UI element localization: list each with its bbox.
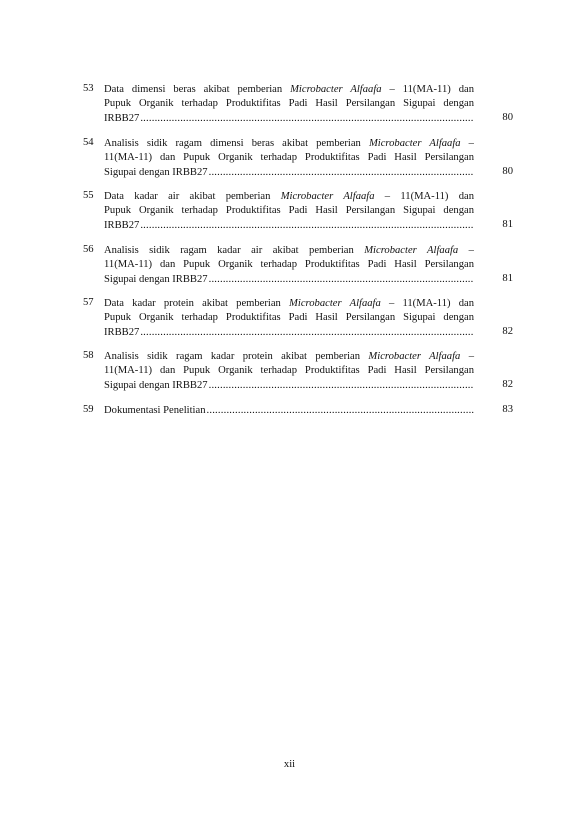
toc-entry-line: [104, 258, 474, 272]
toc-entry-page-number: 81: [502, 272, 513, 284]
toc-entry-title: [104, 244, 474, 287]
toc-entry-line-text: Dokumentasi Penelitian: [104, 405, 206, 416]
toc-entry-page-number: 80: [502, 165, 513, 177]
toc-entry-title: [104, 297, 474, 340]
toc-entry-line-text: Analisis sidik ragam dimensi beras akibat pemberian Microbacter Alfaafa –: [104, 138, 474, 149]
toc-entry-line-text: 11(MA-11) dan Pupuk Organik terhadap Produktifitas Padi Hasil Persilangan: [104, 259, 474, 271]
toc-entry-line-text: IRBB27: [104, 219, 140, 231]
toc-entry-title: [104, 404, 474, 418]
toc-entry-last-line: [104, 404, 474, 418]
species-name: Microbacter Alfaafa: [289, 298, 381, 309]
toc-entry-line: [104, 311, 474, 325]
toc-entry-line: [104, 151, 474, 165]
species-name: Microbacter Alfaafa: [280, 191, 375, 202]
toc-entry-page-number: 82: [502, 325, 513, 337]
toc-entry-line-text: Data kadar air akibat pemberian Microbacter Alfaafa – 11(MA-11) dan: [104, 191, 475, 202]
toc-entry-line: [104, 97, 474, 111]
toc-entry-line: [104, 83, 474, 97]
toc-entry-last-line: [104, 379, 474, 393]
dot-leader: [209, 379, 474, 393]
toc-entry-line: [104, 364, 474, 378]
dot-leader: [140, 112, 474, 126]
toc-entry-number: 58: [83, 350, 94, 361]
toc-entry-line: [104, 350, 474, 364]
toc-entry-line: [104, 297, 474, 311]
toc-entry-line-text: IRBB27: [104, 112, 140, 124]
toc-entry-page-number: 82: [502, 378, 513, 390]
toc-entry-last-line: [104, 112, 474, 126]
toc-entry-line-text: Data kadar protein akibat pemberian Microbacter Alfaafa – 11(MA-11) dan: [104, 298, 474, 309]
toc-entry-line-text: Data dimensi beras akibat pemberian Microbacter Alfaafa – 11(MA-11) dan: [104, 84, 474, 95]
toc-entry-number: 56: [83, 244, 94, 255]
toc-entry-line-text: Sigupai dengan IRBB27: [104, 273, 208, 285]
dot-leader: [209, 166, 474, 180]
toc-entry-title: [104, 83, 474, 126]
species-name: Microbacter Alfaafa: [368, 138, 461, 149]
toc-entry-line-text: Pupuk Organik terhadap Produktifitas Padi Hasil Persilangan Sigupai dengan: [104, 312, 474, 324]
toc-entry-last-line: [104, 166, 474, 180]
toc-entry-page-number: 81: [502, 218, 513, 230]
toc-entry-title: [104, 190, 474, 233]
toc-entry-line: [104, 137, 474, 151]
toc-entry-line-text: Analisis sidik ragam kadar protein akibat pemberian Microbacter Alfaafa –: [104, 351, 474, 362]
dot-leader: [140, 219, 474, 233]
toc-entry-number: 54: [83, 137, 94, 148]
toc-entry-line-text: Pupuk Organik terhadap Produktifitas Padi Hasil Persilangan Sigupai dengan: [104, 205, 474, 217]
toc-entry-line-text: Analisis sidik ragam kadar air akibat pemberian Microbacter Alfaafa –: [104, 245, 474, 256]
toc-entry-title: [104, 350, 474, 393]
toc-entry-line: [104, 204, 474, 218]
toc-entry-number: 55: [83, 190, 94, 201]
page-number-footer: xii: [283, 759, 296, 770]
toc-entry-line-text: Sigupai dengan IRBB27: [104, 166, 208, 178]
dot-leader: [207, 404, 474, 418]
toc-entry-line-text: 11(MA-11) dan Pupuk Organik terhadap Produktifitas Padi Hasil Persilangan: [104, 152, 474, 164]
toc-entry-line-text: Sigupai dengan IRBB27: [104, 379, 208, 391]
toc-entry-line: [104, 190, 474, 204]
toc-entry-line-text: 11(MA-11) dan Pupuk Organik terhadap Produktifitas Padi Hasil Persilangan: [104, 365, 474, 377]
toc-entry-page-number: 83: [502, 404, 513, 415]
toc-entry-number: 53: [83, 83, 94, 94]
dot-leader: [140, 326, 474, 340]
toc-entry-line: [104, 244, 474, 258]
species-name: Microbacter Alfaafa: [290, 84, 382, 95]
dot-leader: [209, 273, 474, 287]
toc-entry-line-text: Pupuk Organik terhadap Produktifitas Padi Hasil Persilangan Sigupai dengan: [104, 98, 474, 110]
toc-entry-last-line: [104, 273, 474, 287]
species-name: Microbacter Alfaafa: [364, 245, 459, 256]
species-name: Microbacter Alfaafa: [368, 351, 461, 362]
toc-entry-last-line: [104, 326, 474, 340]
toc-entry-number: 59: [83, 404, 94, 415]
toc-entry-last-line: [104, 219, 474, 233]
toc-entry-page-number: 80: [502, 111, 513, 123]
toc-entry-line-text: IRBB27: [104, 326, 140, 338]
toc-entry-title: [104, 137, 474, 180]
toc-entry-number: 57: [83, 297, 94, 308]
